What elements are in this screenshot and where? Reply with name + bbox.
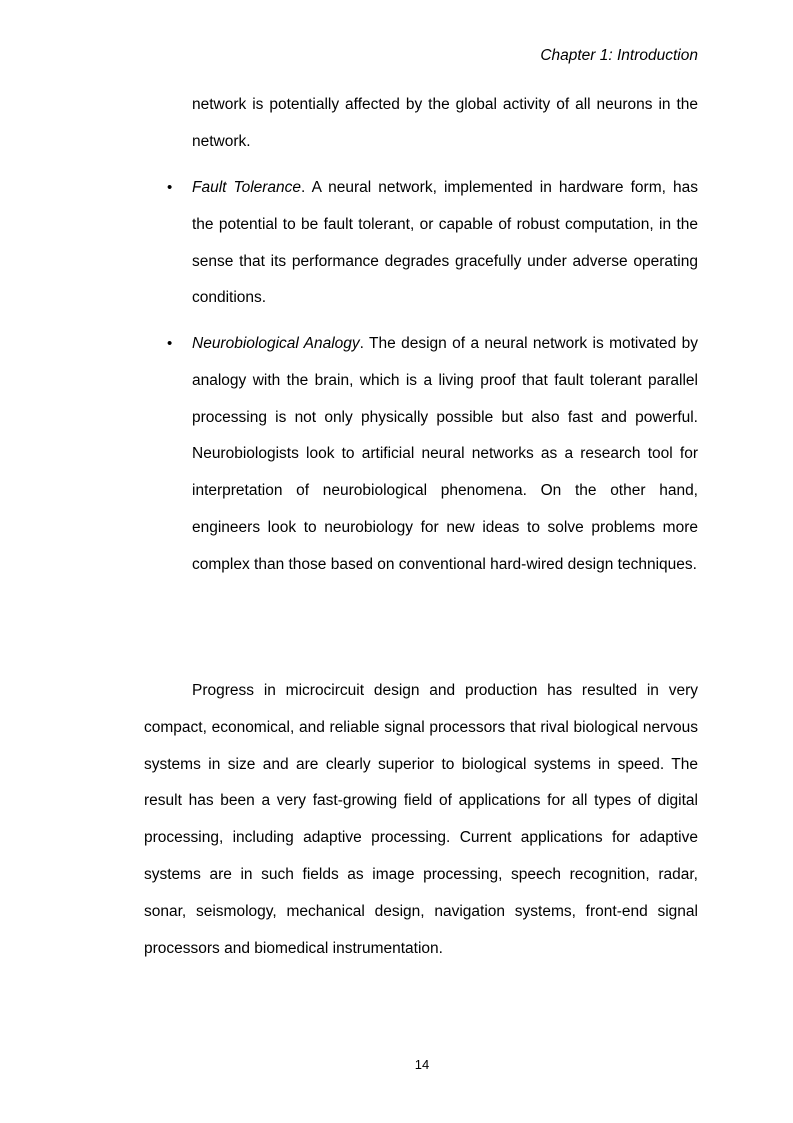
bullet-icon: • <box>167 179 173 196</box>
running-header: Chapter 1: Introduction <box>540 47 698 64</box>
bullet-text: . A neural network, implemented in hardware form, has the potential to be fault tolerant, or capable of robust computation, in the sense that its performance degrades gracefully under adverse operating conditions. <box>192 179 698 307</box>
bullet-item-neurobiological-analogy <box>167 326 699 584</box>
continuation-text: network is potentially affected by the global activity of all neurons in the network. <box>192 96 698 150</box>
bullet-icon: • <box>167 335 173 352</box>
body-paragraph: Progress in microcircuit design and production has resulted in very compact, economical, and reliable signal processors that rival biological nervous systems in size and are clearly superior to biological systems in speed. The result has been a very fast-growing field of applications for all types of digital processing, including adaptive processing. Current applications for adaptive systems are in such fields as image processing, speech recognition, radar, sonar, seismology, mechanical design, navigation systems, front-end signal processors and biomedical instrumentation. <box>144 682 698 957</box>
page-number: 14 <box>414 1057 430 1072</box>
bullet-term: Fault Tolerance <box>192 179 302 196</box>
bullet-item-fault-tolerance <box>167 170 698 317</box>
bullet-term: Neurobiological Analogy <box>192 335 360 352</box>
bullet-text: . The design of a neural network is motivated by analogy with the brain, which is a living proof that fault tolerant parallel processing is not only physically possible but also fast and powerful. Neurobiologists look to artificial neural networks as a research tool for interpretation of neurobiological phenomena. On the other hand, engineers look to neurobiology for new ideas to solve problems more complex than those based on conventional hard-wired design techniques. <box>192 335 699 573</box>
